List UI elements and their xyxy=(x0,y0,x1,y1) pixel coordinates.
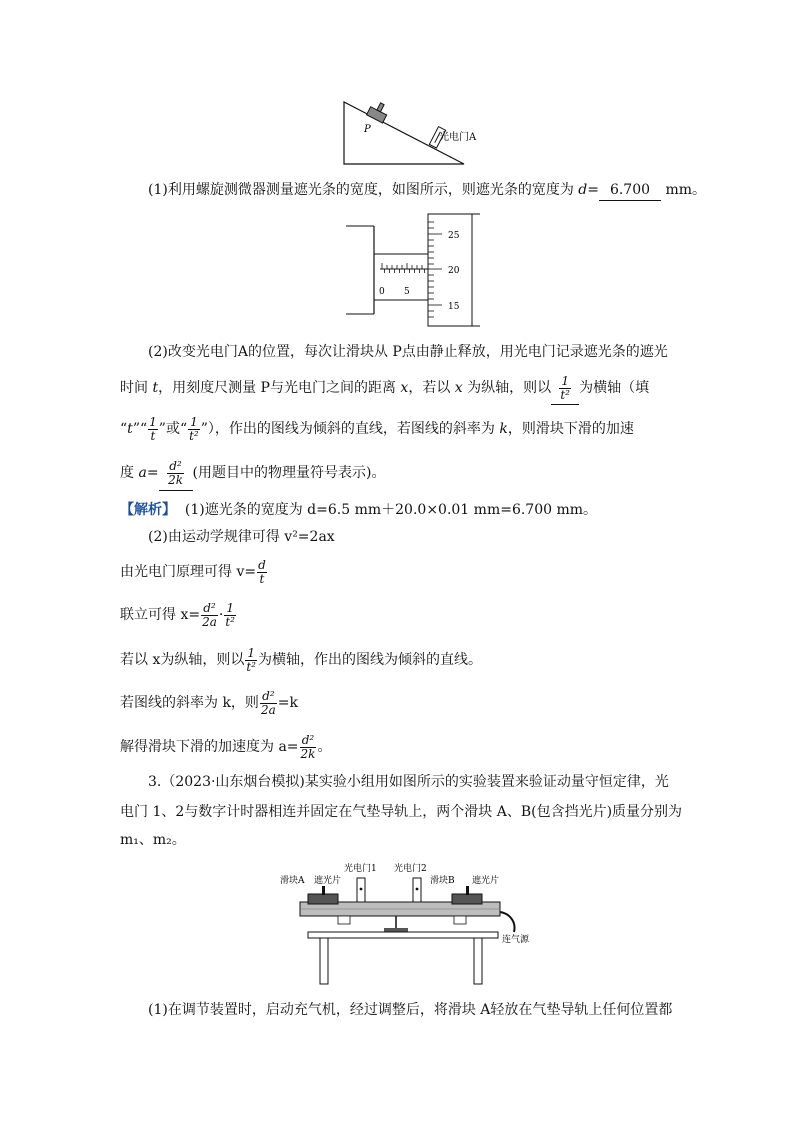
question-2-line-1: (2)改变光电门A的位置，每次让滑块从 P点由静止释放，用光电门记录遮光条的遮光 xyxy=(148,344,668,360)
answer-blank-1: 6.700 xyxy=(599,180,661,201)
gate-1-label: 光电门1 xyxy=(344,864,377,874)
question-3-line-2: 电门 1、2与数字计时器相连并固定在气垫导轨上，两个滑块 A、B(包含挡光片)质量分别为 xyxy=(120,804,683,820)
shade-2-label: 遮光片 xyxy=(472,876,500,886)
analysis-line-4: 联立可得 x= $\frac{\text{d²}}{2a}$ · $\frac{1}{\text{t²}}$ xyxy=(120,600,235,629)
question-2-line-3: “t”“ $\frac{1}{t}$ ”或“ $\frac{1}{\text{t²}}$ ”），作出的图线为倾斜的直线，若图线的斜率为 k，则滑块下滑的加速 xyxy=(120,414,634,443)
question-3-part-1: (1)在调节装置时，启动充气机，经过调整后，将滑块 A轻放在气垫导轨上任何位置都 xyxy=(148,1002,673,1018)
shade-1-label: 遮光片 xyxy=(314,876,342,886)
answer-blank-3: $\frac{\text{d²}}{2k}$ xyxy=(159,456,193,491)
main-scale-5: 5 xyxy=(404,287,410,297)
analysis-line-5: 若以 x为纵轴，则以 $\frac{1}{\text{t²}}$ 为横轴，作出的图线为倾斜的直线。 xyxy=(120,645,482,674)
gate-2-label: 光电门2 xyxy=(394,864,427,874)
point-p-label: P xyxy=(364,124,371,135)
air-source-label: 连气源 xyxy=(502,935,530,945)
question-2-line-2: 时间 t，用刻度尺测量 P与光电门之间的距离 x，若以 x 为纵轴，则以 $\frac{1}{\text{t²}}$ 为横轴（填 xyxy=(120,372,649,405)
question-3-line-3: m₁、m₂。 xyxy=(120,832,186,848)
analysis-line-1: 【解析】 (1)遮光条的宽度为 d=6.5 mm＋20.0×0.01 mm=6.700 mm。 xyxy=(120,502,598,518)
question-1: (1)利用螺旋测微器测量遮光条的宽度，如图所示，则遮光条的宽度为 d= 6.700 mm。 xyxy=(148,180,706,201)
answer-blank-2: $\frac{1}{\text{t²}}$ xyxy=(551,372,579,405)
analysis-tag: 【解析】 xyxy=(120,502,176,518)
analysis-line-2: (2)由运动学规律可得 v²=2ax xyxy=(148,529,335,545)
air-track-figure xyxy=(276,858,556,988)
thimble-25: 25 xyxy=(448,231,460,241)
slider-a-label: 滑块A xyxy=(280,876,305,886)
analysis-line-7: 解得滑块下滑的加速度为 a= $\frac{\text{d²}}{2k}$ 。 xyxy=(120,732,332,761)
slider-b-label: 滑块B xyxy=(430,876,455,886)
micrometer-figure xyxy=(346,214,480,326)
gate-a-label: 光电门A xyxy=(439,132,477,143)
analysis-line-3: 由光电门原理可得 v= $\frac{d}{t}$ xyxy=(120,557,266,586)
question-3-line-1: 3.（2023·山东烟台模拟)某实验小组用如图所示的实验装置来验证动量守恒定律，光 xyxy=(148,774,669,790)
thimble-20: 20 xyxy=(448,266,460,276)
analysis-line-6: 若图线的斜率为 k，则 $\frac{\text{d²}}{2a}$ =k xyxy=(120,688,298,717)
question-2-line-4: 度 a= $\frac{\text{d²}}{2k}$ (用题目中的物理量符号表示)。 xyxy=(120,456,385,491)
incline-figure xyxy=(340,96,477,168)
main-scale-0: 0 xyxy=(379,287,385,297)
thimble-15: 15 xyxy=(448,302,460,312)
